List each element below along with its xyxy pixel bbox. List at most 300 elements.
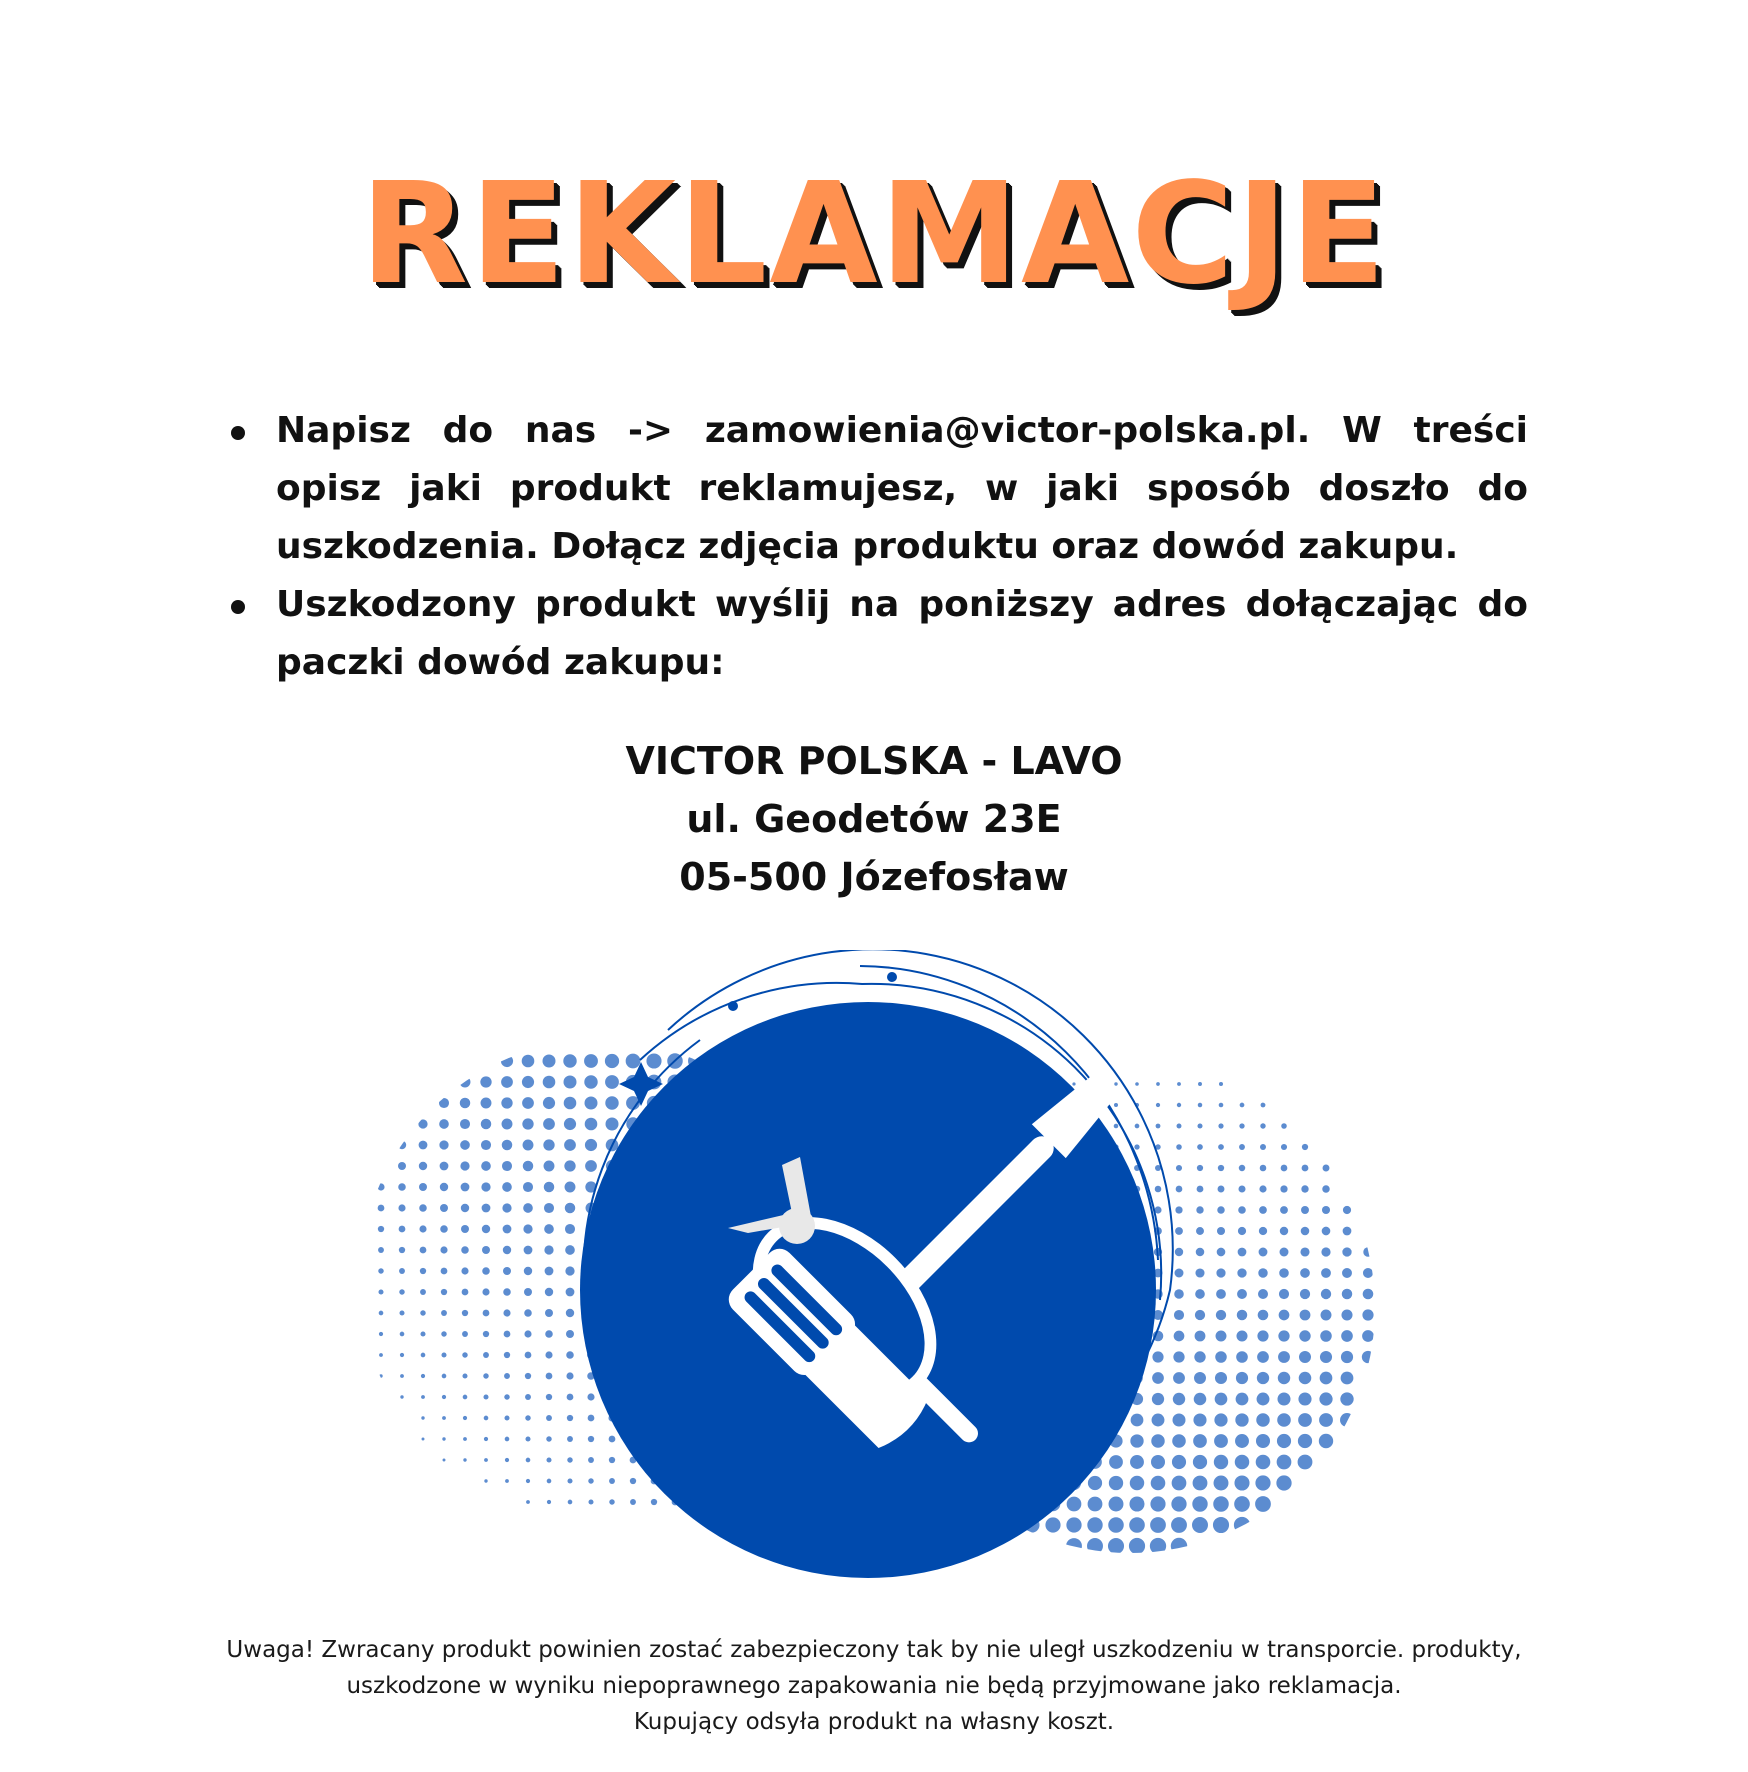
halftone-dot	[440, 1225, 448, 1233]
halftone-dot	[1257, 1330, 1268, 1341]
halftone-dot	[379, 1311, 384, 1316]
halftone-dot	[547, 1500, 551, 1504]
halftone-dot	[1363, 1289, 1374, 1300]
halftone-dot	[1175, 1227, 1183, 1235]
halftone-dot	[378, 1289, 383, 1294]
orbit-dot	[728, 1001, 738, 1011]
halftone-dot	[1277, 1455, 1292, 1470]
halftone-dot	[565, 1224, 575, 1234]
halftone-dot	[1234, 1517, 1250, 1533]
halftone-dot	[1300, 1289, 1310, 1299]
halftone-dot	[1300, 1310, 1311, 1321]
halftone-dot	[1151, 1455, 1165, 1469]
halftone-dot	[564, 1076, 577, 1089]
halftone-dot	[564, 1097, 577, 1110]
halftone-dot	[462, 1310, 468, 1316]
halftone-dot	[482, 1288, 489, 1295]
halftone-dot	[565, 1203, 576, 1214]
halftone-dot	[1239, 1123, 1244, 1128]
halftone-dot	[442, 1437, 445, 1440]
halftone-dot	[461, 1225, 469, 1233]
halftone-dot	[1150, 1538, 1166, 1554]
halftone-dot	[1067, 1497, 1082, 1512]
instruction-item: Uszkodzony produkt wyślij na poniższy adres dołączając do paczki dowód zakupu:	[228, 576, 1528, 692]
halftone-dot	[502, 1203, 511, 1212]
halftone-dot	[1278, 1393, 1291, 1406]
halftone-dot	[1197, 1123, 1202, 1128]
halftone-dot	[1134, 1144, 1139, 1149]
halftone-dot	[522, 1118, 533, 1129]
halftone-dot	[1260, 1123, 1265, 1128]
halftone-dot	[1214, 1476, 1229, 1491]
halftone-dot	[524, 1246, 533, 1255]
halftone-dot	[584, 1054, 598, 1068]
halftone-dot	[1156, 1082, 1160, 1086]
halftone-dot	[1260, 1165, 1267, 1172]
halftone-dot	[1278, 1372, 1290, 1384]
halftone-dot	[588, 1499, 593, 1504]
halftone-dot	[1219, 1103, 1224, 1108]
halftone-dot	[399, 1226, 406, 1233]
halftone-dot	[566, 1372, 573, 1379]
halftone-dot	[1255, 1496, 1271, 1512]
halftone-dot	[1342, 1247, 1351, 1256]
halftone-dot	[1276, 1475, 1291, 1490]
halftone-dot	[609, 1436, 616, 1443]
halftone-dot	[504, 1373, 510, 1379]
halftone-dot	[1236, 1393, 1249, 1406]
halftone-dot	[1214, 1455, 1228, 1469]
halftone-dot	[1255, 1475, 1270, 1490]
halftone-dot	[399, 1268, 405, 1274]
halftone-dot	[1177, 1124, 1182, 1129]
page-title: REKLAMACJE	[360, 153, 1388, 316]
halftone-dot	[377, 1183, 384, 1190]
halftone-dot	[564, 1139, 576, 1151]
halftone-dot	[443, 1459, 446, 1462]
halftone-dot	[442, 1416, 446, 1420]
halftone-dot	[1279, 1310, 1290, 1321]
halftone-dot	[567, 1457, 572, 1462]
halftone-dot	[547, 1479, 552, 1484]
halftone-dot	[522, 1076, 534, 1088]
halftone-dot	[463, 1437, 467, 1441]
address-street: ul. Geodetów 23E	[686, 797, 1062, 841]
halftone-dot	[1279, 1268, 1289, 1278]
halftone-dot	[585, 1160, 597, 1172]
halftone-dot	[544, 1182, 555, 1193]
halftone-dot	[1131, 1414, 1144, 1427]
halftone-dot	[462, 1289, 469, 1296]
logo-dot	[779, 1208, 815, 1244]
halftone-dot	[1362, 1351, 1374, 1363]
halftone-dot	[565, 1245, 575, 1255]
halftone-dot	[1173, 1393, 1185, 1405]
halftone-dot	[546, 1394, 552, 1400]
halftone-dot	[605, 1075, 619, 1089]
halftone-dot	[1301, 1227, 1310, 1236]
halftone-dot	[545, 1351, 552, 1358]
halftone-dot	[1213, 1496, 1229, 1512]
halftone-dot	[400, 1353, 404, 1357]
halftone-dot	[420, 1289, 426, 1295]
halftone-dot	[399, 1247, 405, 1253]
halftone-dot	[1261, 1103, 1266, 1108]
halftone-dot	[1215, 1372, 1227, 1384]
halftone-dot	[1280, 1206, 1288, 1214]
halftone-dot	[1130, 1455, 1144, 1469]
halftone-dot	[1322, 1185, 1330, 1193]
halftone-dot	[1321, 1310, 1332, 1321]
halftone-dot	[1320, 1330, 1332, 1342]
halftone-dot	[630, 1499, 636, 1505]
halftone-dot	[460, 1161, 469, 1170]
halftone-dot	[398, 1183, 406, 1191]
halftone-dot	[1277, 1413, 1291, 1427]
halftone-dot	[543, 1118, 555, 1130]
halftone-dot	[1280, 1227, 1288, 1235]
halftone-dot	[544, 1245, 553, 1254]
halftone-dot	[1156, 1124, 1161, 1129]
halftone-dot	[1319, 1392, 1332, 1405]
halftone-dot	[440, 1183, 448, 1191]
halftone-dot	[1362, 1330, 1374, 1342]
halftone-dot	[524, 1309, 532, 1317]
halftone-dot	[1256, 1434, 1270, 1448]
halftone-dot	[524, 1267, 532, 1275]
halftone-dot	[1281, 1165, 1288, 1172]
halftone-dot	[1087, 1517, 1102, 1532]
halftone-dot	[1319, 1434, 1333, 1448]
halftone-dot	[460, 1140, 470, 1150]
halftone-dot	[481, 1182, 490, 1191]
halftone-dot	[421, 1395, 425, 1399]
halftone-dot	[1280, 1248, 1289, 1257]
halftone-dot	[1216, 1331, 1227, 1342]
halftone-dot	[1193, 1476, 1208, 1491]
halftone-dot	[525, 1436, 530, 1441]
halftone-dot	[1109, 1476, 1123, 1490]
halftone-dot	[503, 1288, 511, 1296]
halftone-dot	[378, 1268, 383, 1273]
halftone-dot	[1088, 1497, 1103, 1512]
footer-note	[0, 1632, 1748, 1740]
halftone-dot	[1194, 1393, 1207, 1406]
halftone-dot	[1259, 1248, 1268, 1257]
halftone-dot	[566, 1330, 574, 1338]
halftone-dot	[1258, 1289, 1268, 1299]
halftone-dot	[523, 1140, 534, 1151]
halftone-dot	[544, 1224, 554, 1234]
halftone-dot	[1300, 1268, 1310, 1278]
halftone-dot	[1198, 1082, 1202, 1086]
note-line: Kupujący odsyła produkt na własny koszt.	[633, 1709, 1115, 1735]
halftone-dot	[501, 1097, 512, 1108]
halftone-dot	[504, 1352, 510, 1358]
halftone-dot	[1217, 1227, 1225, 1235]
halftone-dot	[1238, 1227, 1246, 1235]
halftone-dot	[606, 1118, 619, 1131]
halftone-dot	[1109, 1455, 1123, 1469]
halftone-dot	[400, 1395, 403, 1398]
halftone-dot	[1219, 1082, 1223, 1086]
halftone-dot	[481, 1140, 491, 1150]
halftone-dot	[1277, 1434, 1291, 1448]
halftone-dot	[1238, 1206, 1246, 1214]
halftone-dot	[1239, 1165, 1245, 1171]
halftone-dot	[442, 1374, 447, 1379]
halftone-dot	[1172, 1476, 1187, 1491]
halftone-dot	[1278, 1351, 1290, 1363]
halftone-dot	[1152, 1393, 1164, 1405]
halftone-dot	[567, 1415, 573, 1421]
halftone-dot	[379, 1374, 382, 1377]
halftone-dot	[605, 1096, 618, 1109]
halftone-dot	[544, 1161, 555, 1172]
halftone-dot	[1173, 1414, 1186, 1427]
halftone-dot	[420, 1310, 425, 1315]
halftone-dot	[482, 1225, 490, 1233]
halftone-dot	[1257, 1393, 1270, 1406]
address-city: 05-500 Józefosław	[679, 855, 1069, 899]
halftone-dot	[522, 1097, 534, 1109]
halftone-dot	[545, 1309, 553, 1317]
halftone-dot	[504, 1394, 509, 1399]
halftone-dot	[546, 1457, 551, 1462]
halftone-dot	[585, 1118, 598, 1131]
halftone-dot	[461, 1246, 469, 1254]
halftone-dot	[568, 1500, 573, 1505]
halftone-dot	[483, 1310, 490, 1317]
halftone-dot	[1171, 1496, 1186, 1511]
halftone-dot	[1341, 1309, 1352, 1320]
halftone-dot	[1129, 1538, 1145, 1554]
halftone-dot	[588, 1457, 594, 1463]
halftone-dot	[1279, 1289, 1289, 1299]
halftone-dot	[1088, 1476, 1102, 1490]
halftone-dot	[544, 1203, 554, 1213]
halftone-dot	[1066, 1538, 1082, 1554]
halftone-dot	[1177, 1082, 1181, 1086]
halftone-dot	[1217, 1206, 1224, 1213]
halftone-dot	[1197, 1186, 1204, 1193]
halftone-dot	[501, 1055, 513, 1067]
halftone-dot	[523, 1203, 533, 1213]
halftone-dot	[1257, 1372, 1269, 1384]
halftone-dot	[1238, 1185, 1245, 1192]
halftone-dot	[1236, 1330, 1247, 1341]
halftone-dot	[419, 1183, 427, 1191]
halftone-dot	[481, 1119, 492, 1130]
halftone-dot	[1215, 1351, 1227, 1363]
halftone-dot	[420, 1247, 427, 1254]
halftone-dot	[505, 1458, 509, 1462]
halftone-dot	[1323, 1165, 1330, 1172]
halftone-dot	[379, 1353, 383, 1357]
halftone-dot	[1196, 1227, 1204, 1235]
halftone-dot	[1130, 1476, 1144, 1490]
halftone-dot	[483, 1331, 489, 1337]
halftone-dot	[463, 1458, 466, 1461]
halftone-dot	[440, 1204, 448, 1212]
halftone-dot	[1237, 1268, 1246, 1277]
halftone-dot	[1108, 1538, 1124, 1554]
halftone-dot	[1193, 1434, 1207, 1448]
halftone-dot	[1256, 1413, 1269, 1426]
halftone-dot	[651, 1499, 657, 1505]
halftone-dot	[462, 1352, 467, 1357]
halftone-dot	[1192, 1496, 1207, 1511]
halftone-dot	[460, 1077, 471, 1088]
halftone-dot	[1343, 1227, 1352, 1236]
halftone-dot	[504, 1331, 511, 1338]
halftone-dot	[1236, 1372, 1248, 1384]
halftone-dot	[609, 1457, 615, 1463]
halftone-dot	[503, 1246, 511, 1254]
halftone-dot	[399, 1310, 404, 1315]
halftone-dot	[626, 1054, 641, 1069]
halftone-dot	[1151, 1434, 1164, 1447]
halftone-dot	[523, 1161, 534, 1172]
halftone-dot	[1174, 1331, 1185, 1342]
halftone-dot	[523, 1224, 532, 1233]
halftone-dot	[1175, 1248, 1183, 1256]
halftone-dot	[1259, 1185, 1266, 1192]
halftone-dot	[526, 1500, 530, 1504]
halftone-dot	[421, 1416, 424, 1419]
halftone-dot	[420, 1268, 426, 1274]
halftone-dot	[563, 1054, 576, 1067]
halftone-dot	[1114, 1082, 1117, 1085]
halftone-dot	[1177, 1103, 1181, 1107]
halftone-dot	[1343, 1206, 1351, 1214]
halftone-dot	[1198, 1103, 1203, 1108]
halftone-dot	[609, 1499, 614, 1504]
halftone-dot	[439, 1098, 449, 1108]
halftone-dot	[1196, 1248, 1205, 1257]
halftone-dot	[1298, 1455, 1313, 1470]
halftone-dot	[483, 1394, 488, 1399]
halftone-dot	[1280, 1185, 1287, 1192]
halftone-dot	[1114, 1124, 1119, 1129]
halftone-dot	[609, 1478, 615, 1484]
halftone-dot	[545, 1288, 553, 1296]
halftone-dot	[484, 1416, 489, 1421]
halftone-dot	[543, 1055, 556, 1068]
halftone-dot	[1340, 1413, 1354, 1427]
halftone-dot	[567, 1394, 574, 1401]
halftone-dot	[1301, 1206, 1309, 1214]
halftone-dot	[1342, 1289, 1352, 1299]
halftone-dot	[1298, 1413, 1312, 1427]
halftone-dot	[463, 1416, 467, 1420]
halftone-dot	[1195, 1331, 1206, 1342]
halftone-dot	[502, 1119, 513, 1130]
halftone-dot	[482, 1267, 490, 1275]
halftone-dot	[1342, 1268, 1352, 1278]
halftone-dot	[502, 1182, 512, 1192]
halftone-dot	[1321, 1247, 1330, 1256]
halftone-dot	[422, 1438, 425, 1441]
halftone-dot	[567, 1478, 572, 1483]
halftone-dot	[545, 1330, 553, 1338]
halftone-dot	[1319, 1413, 1333, 1427]
halftone-dot	[564, 1160, 575, 1171]
halftone-dot	[1135, 1124, 1140, 1129]
halftone-dot	[1281, 1144, 1287, 1150]
halftone-dot	[418, 1119, 427, 1128]
halftone-dot	[1218, 1123, 1223, 1128]
halftone-dot	[1072, 1082, 1075, 1085]
halftone-dot	[1175, 1206, 1182, 1213]
halftone-dot	[1321, 1268, 1331, 1278]
halftone-dot	[441, 1331, 446, 1336]
halftone-dot	[378, 1247, 384, 1253]
halftone-dot	[1171, 1538, 1187, 1554]
halftone-dot	[543, 1097, 555, 1109]
halftone-dot	[646, 1053, 661, 1068]
instructions-list	[228, 402, 1528, 692]
halftone-dot	[398, 1141, 406, 1149]
halftone-dot	[1299, 1351, 1311, 1363]
halftone-dot	[1298, 1392, 1311, 1405]
halftone-dot	[526, 1458, 531, 1463]
halftone-dot	[378, 1226, 384, 1232]
halftone-dot	[523, 1182, 533, 1192]
halftone-dot	[1235, 1434, 1249, 1448]
halftone-dot	[1260, 1144, 1266, 1150]
halftone-dot	[1155, 1186, 1162, 1193]
halftone-dot	[503, 1309, 510, 1316]
halftone-dot	[1175, 1269, 1184, 1278]
halftone-dot	[1258, 1310, 1269, 1321]
halftone-dot	[421, 1374, 425, 1378]
halftone-dot	[419, 1225, 426, 1232]
note-line: Uwaga! Zwracany produkt powinien zostać zabezpieczony tak by nie uległ uszkodzeniu w transporcie. produkty,	[226, 1637, 1522, 1663]
halftone-dot	[565, 1182, 576, 1193]
halftone-dot	[1341, 1351, 1353, 1363]
halftone-dot	[482, 1246, 490, 1254]
halftone-dot	[588, 1436, 594, 1442]
halftone-dot	[1300, 1247, 1309, 1256]
halftone-dot	[503, 1267, 511, 1275]
halftone-dot	[421, 1353, 426, 1358]
halftone-dot	[461, 1183, 470, 1192]
halftone-dot	[400, 1332, 405, 1337]
halftone-dot	[1197, 1165, 1203, 1171]
halftone-dot	[502, 1140, 513, 1151]
halftone-dot	[1114, 1103, 1118, 1107]
halftone-dot	[522, 1055, 535, 1068]
halftone-dot	[524, 1288, 532, 1296]
halftone-dot	[1238, 1248, 1247, 1257]
halftone-dot	[1196, 1206, 1203, 1213]
halftone-dot	[1322, 1227, 1331, 1236]
halftone-dot	[461, 1204, 469, 1212]
halftone-dot	[483, 1352, 489, 1358]
halftone-dot	[503, 1225, 512, 1234]
halftone-dot	[1301, 1185, 1308, 1192]
halftone-dot	[1152, 1414, 1165, 1427]
address-company: VICTOR POLSKA - LAVO	[625, 739, 1123, 783]
halftone-dot	[1236, 1351, 1248, 1363]
halftone-dot	[1194, 1351, 1205, 1362]
halftone-dot	[419, 1204, 427, 1212]
halftone-dot	[484, 1458, 488, 1462]
orbit-dot	[887, 972, 897, 982]
halftone-dot	[1341, 1330, 1353, 1342]
halftone-dot	[1298, 1434, 1312, 1448]
